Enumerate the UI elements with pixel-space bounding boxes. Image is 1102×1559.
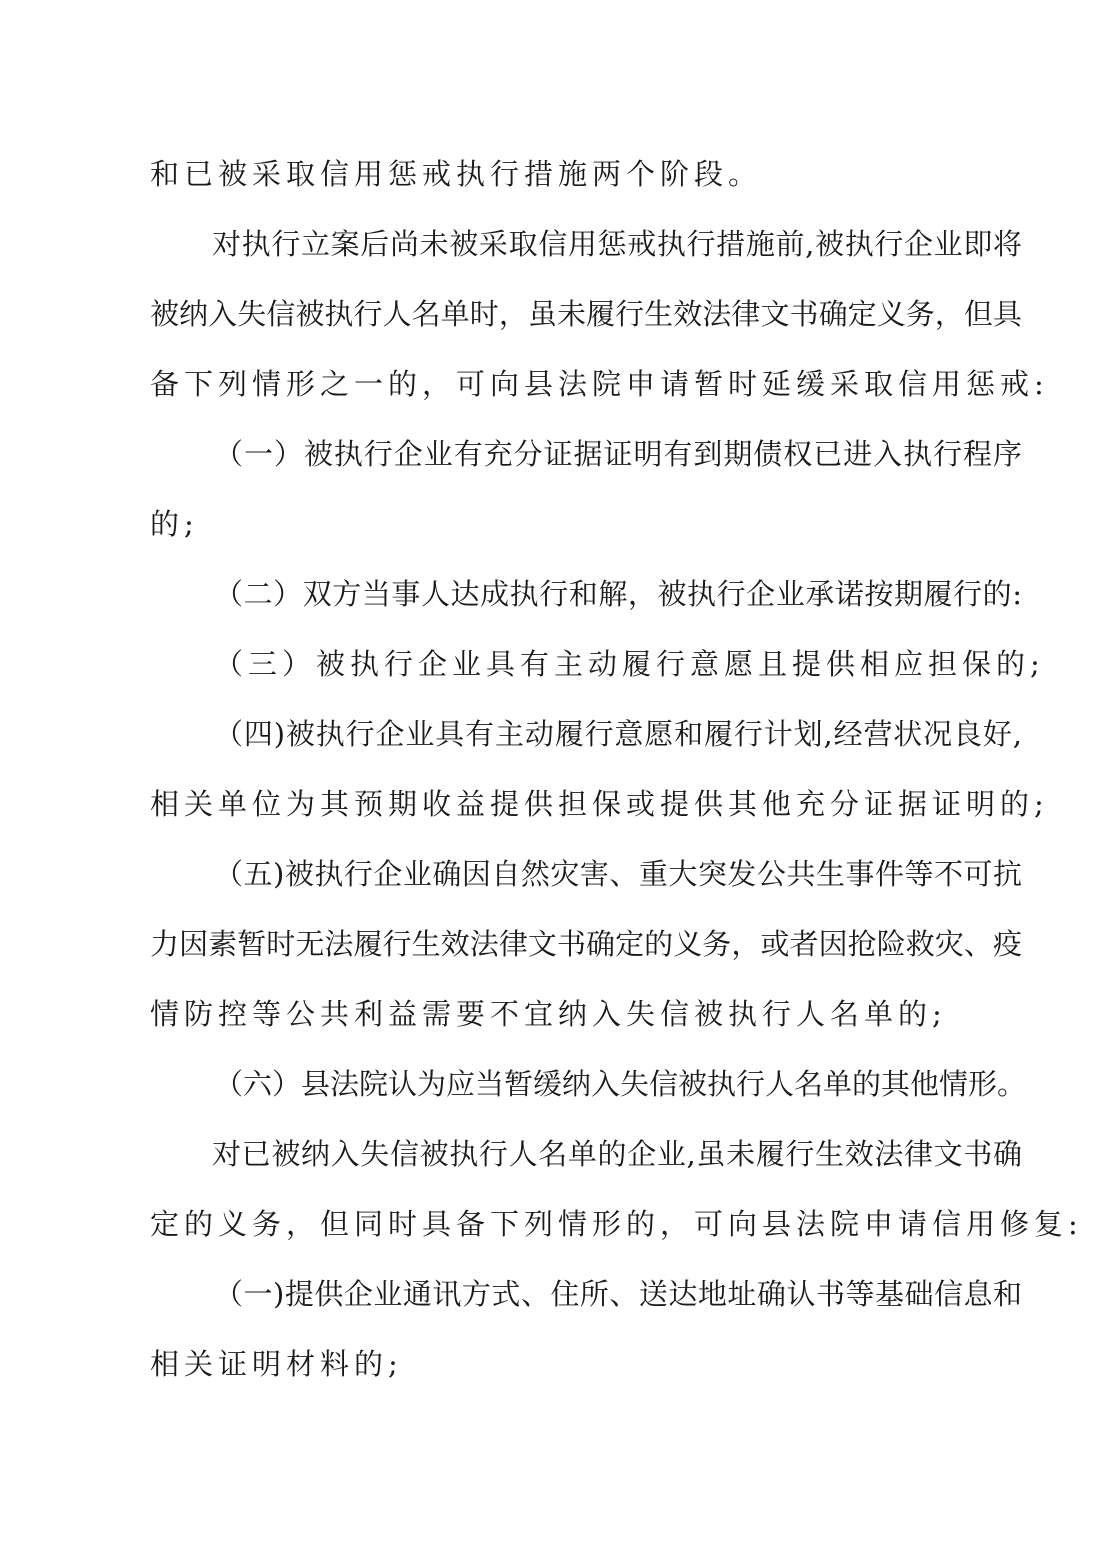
text-line-13: 情防控等公共利益需要不宜纳入失信被执行人名单的; (150, 997, 947, 1031)
text-line-11: （五)被执行企业确因自然灾害、重大突发公共生事件等不可抗 (214, 857, 1022, 891)
text-line-7: （二）双方当事人达成执行和解，被执行企业承诺按期履行的: (214, 577, 1022, 611)
text-line-14: （六）县法院认为应当暂缓纳入失信被执行人名单的其他情形。 (214, 1067, 1027, 1101)
text-line-15: 对已被纳入失信被执行人名单的企业,虽未履行生效法律文书确 (212, 1137, 1022, 1171)
text-line-9: （四)被执行企业具有主动履行意愿和履行计划,经营状况良好, (214, 717, 1022, 751)
text-line-1: 和已被采取信用惩戒执行措施两个阶段。 (150, 157, 763, 191)
text-line-12: 力因素暂时无法履行生效法律文书确定的义务，或者因抢险救灾、疫 (150, 927, 1022, 961)
text-line-5: （一）被执行企业有充分证据证明有到期债权已进入执行程序 (214, 437, 1022, 471)
text-line-16: 定的义务，但同时具备下列情形的，可向县法院申请信用修复: (150, 1207, 1083, 1241)
text-line-10: 相关单位为其预期收益提供担保或提供其他充分证据证明的; (150, 787, 1049, 821)
text-line-17: （一)提供企业通讯方式、住所、送达地址确认书等基础信息和 (214, 1277, 1022, 1311)
text-line-18: 相关证明材料的; (150, 1347, 403, 1381)
text-line-2: 对执行立案后尚未被采取信用惩戒执行措施前,被执行企业即将 (212, 227, 1022, 261)
text-line-8: （三）被执行企业具有主动履行意愿且提供相应担保的; (214, 647, 1045, 681)
text-line-6: 的; (150, 507, 199, 541)
text-line-4: 备下列情形之一的，可向县法院申请暂时延缓采取信用惩戒: (150, 367, 1049, 401)
text-line-3: 被纳入失信被执行人名单时，虽未履行生效法律文书确定义务，但具 (150, 297, 1022, 331)
